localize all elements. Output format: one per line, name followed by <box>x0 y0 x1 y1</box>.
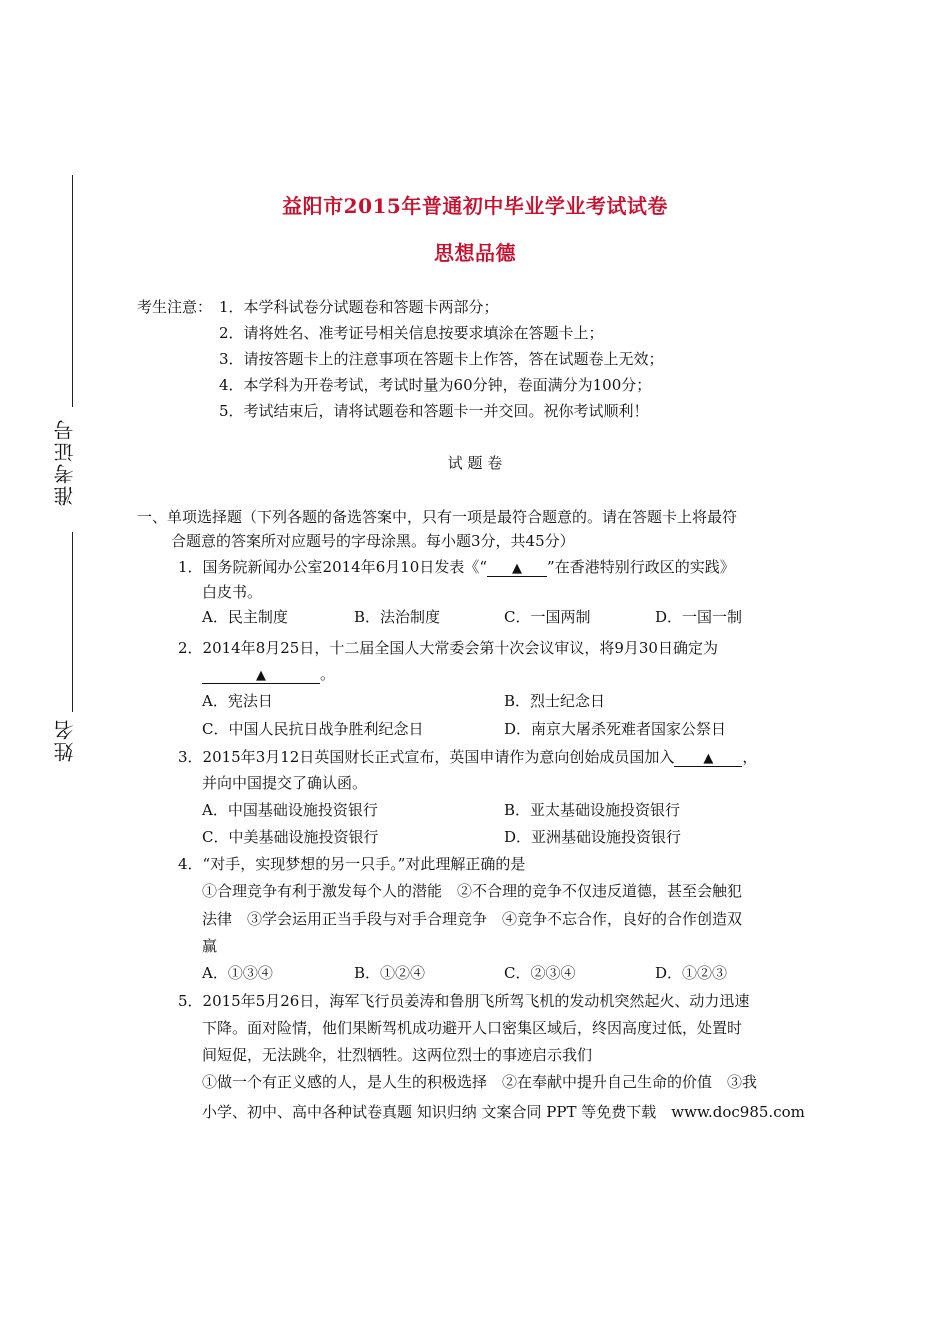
question-5-line3: 间短促，无法跳伞，壮烈牺牲。这两位烈士的事迹启示我们 <box>202 1046 593 1064</box>
part1-instructions-line1: 一、单项选择题（下列各题的备选答案中，只有一项是最符合题意的。请在答题卡上将最符 <box>137 508 738 526</box>
q4-option-b: B．①②④ <box>354 964 426 982</box>
question-3-blank <box>674 748 742 767</box>
q1-option-d: D．一国一制 <box>655 608 743 626</box>
question-2-line2 <box>202 663 335 684</box>
q2-option-c: C．中国人民抗日战争胜利纪念日 <box>202 720 424 738</box>
q2-option-b: B．烈士纪念日 <box>504 692 606 710</box>
question-1-text-post: ”在香港特别行政区的实践》 <box>547 558 735 576</box>
exam-id-label: 准考证号 <box>53 418 77 506</box>
q4-option-a: A．①③④ <box>202 964 273 982</box>
question-3-text-post: ， <box>742 748 758 766</box>
part1-instructions-line2: 合题意的答案所对应题号的字母涂黑。每小题3分，共45分） <box>171 532 575 550</box>
question-2-text-post: 。 <box>320 665 336 683</box>
question-5-line4: ①做一个有正义感的人，是人生的积极选择 ②在奉献中提升自己生命的价值 ③我 <box>202 1073 758 1091</box>
q2-option-d: D．南京大屠杀死难者国家公祭日 <box>504 720 727 738</box>
subject-title: 思想品德 <box>434 241 516 265</box>
question-1-text-pre: 1．国务院新闻办公室2014年6月10日发表《“ <box>178 558 488 576</box>
footer-text: 小学、初中、高中各种试卷真题 知识归纳 文案合同 PPT 等免费下载 www.doc985.com <box>202 1103 805 1121</box>
q3-option-d: D．亚洲基础设施投资银行 <box>504 828 682 846</box>
blank-marker-icon: ▲ <box>512 561 523 576</box>
question-3-line2: 并向中国提交了确认函。 <box>202 774 368 792</box>
notice-item-5: 5．考试结束后，请将试题卷和答题卡一并交回。祝你考试顺利！ <box>219 402 649 420</box>
q3-option-a: A．中国基础设施投资银行 <box>202 801 378 819</box>
question-3 <box>178 746 757 767</box>
question-4-line3: 法律 ③学会运用正当手段与对手合理竞争 ④竞争不忘合作，良好的合作创造双 <box>202 910 743 928</box>
q4-option-c: C．②③④ <box>504 964 576 982</box>
question-4-line4: 赢 <box>202 937 218 955</box>
notice-item-3: 3．请按答题卡上的注意事项在答题卡上作答，答在试题卷上无效； <box>219 350 664 368</box>
q3-option-b: B．亚太基础设施投资银行 <box>504 801 681 819</box>
question-2-blank <box>202 665 320 684</box>
q1-option-a: A．民主制度 <box>202 608 288 626</box>
question-5-line1: 5．2015年5月26日，海军飞行员姜涛和鲁朋飞所驾飞机的发动机突然起火、动力迅速 <box>178 992 750 1010</box>
question-3-text-pre: 3．2015年3月12日英国财长正式宣布，英国申请作为意向创始成员国加入 <box>178 748 675 766</box>
question-5-line2: 下降。面对险情，他们果断驾机成功避开人口密集区域后，终因高度过低，处置时 <box>202 1019 743 1037</box>
name-label: 姓名 <box>53 718 77 762</box>
blank-marker-icon: ▲ <box>256 668 266 683</box>
question-2-line1: 2．2014年8月25日，十二届全国人大常委会第十次会议审议，将9月30日确定为 <box>178 639 718 657</box>
q4-option-d: D．①②③ <box>655 964 728 982</box>
notice-item-2: 2．请将姓名、准考证号相关信息按要求填涂在答题卡上； <box>219 324 604 342</box>
question-1-blank <box>487 558 547 577</box>
notice-label: 考生注意： <box>137 298 213 316</box>
q2-option-a: A．宪法日 <box>202 692 273 710</box>
q3-option-c: C．中美基础设施投资银行 <box>202 828 379 846</box>
blank-marker-icon: ▲ <box>703 751 714 766</box>
q1-option-c: C．一国两制 <box>504 608 591 626</box>
notice-item-1: 1．本学科试卷分试题卷和答题卡两部分； <box>219 298 499 316</box>
q1-option-b: B．法治制度 <box>354 608 441 626</box>
question-1-line2: 白皮书。 <box>202 583 263 601</box>
exam-id-blank-line <box>72 532 73 712</box>
question-4-line1: 4．“对手，实现梦想的另一只手。”对此理解正确的是 <box>178 855 526 873</box>
question-1 <box>178 556 735 577</box>
question-4-line2: ①合理竞争有利于激发每个人的潜能 ②不合理的竞争不仅违反道德，甚至会触犯 <box>202 882 743 900</box>
section-title: 试 题 卷 <box>447 454 503 472</box>
notice-item-4: 4．本学科为开卷考试，考试时量为60分钟，卷面满分为100分； <box>219 376 652 394</box>
exam-title: 益阳市2015年普通初中毕业学业考试试卷 <box>282 194 668 218</box>
